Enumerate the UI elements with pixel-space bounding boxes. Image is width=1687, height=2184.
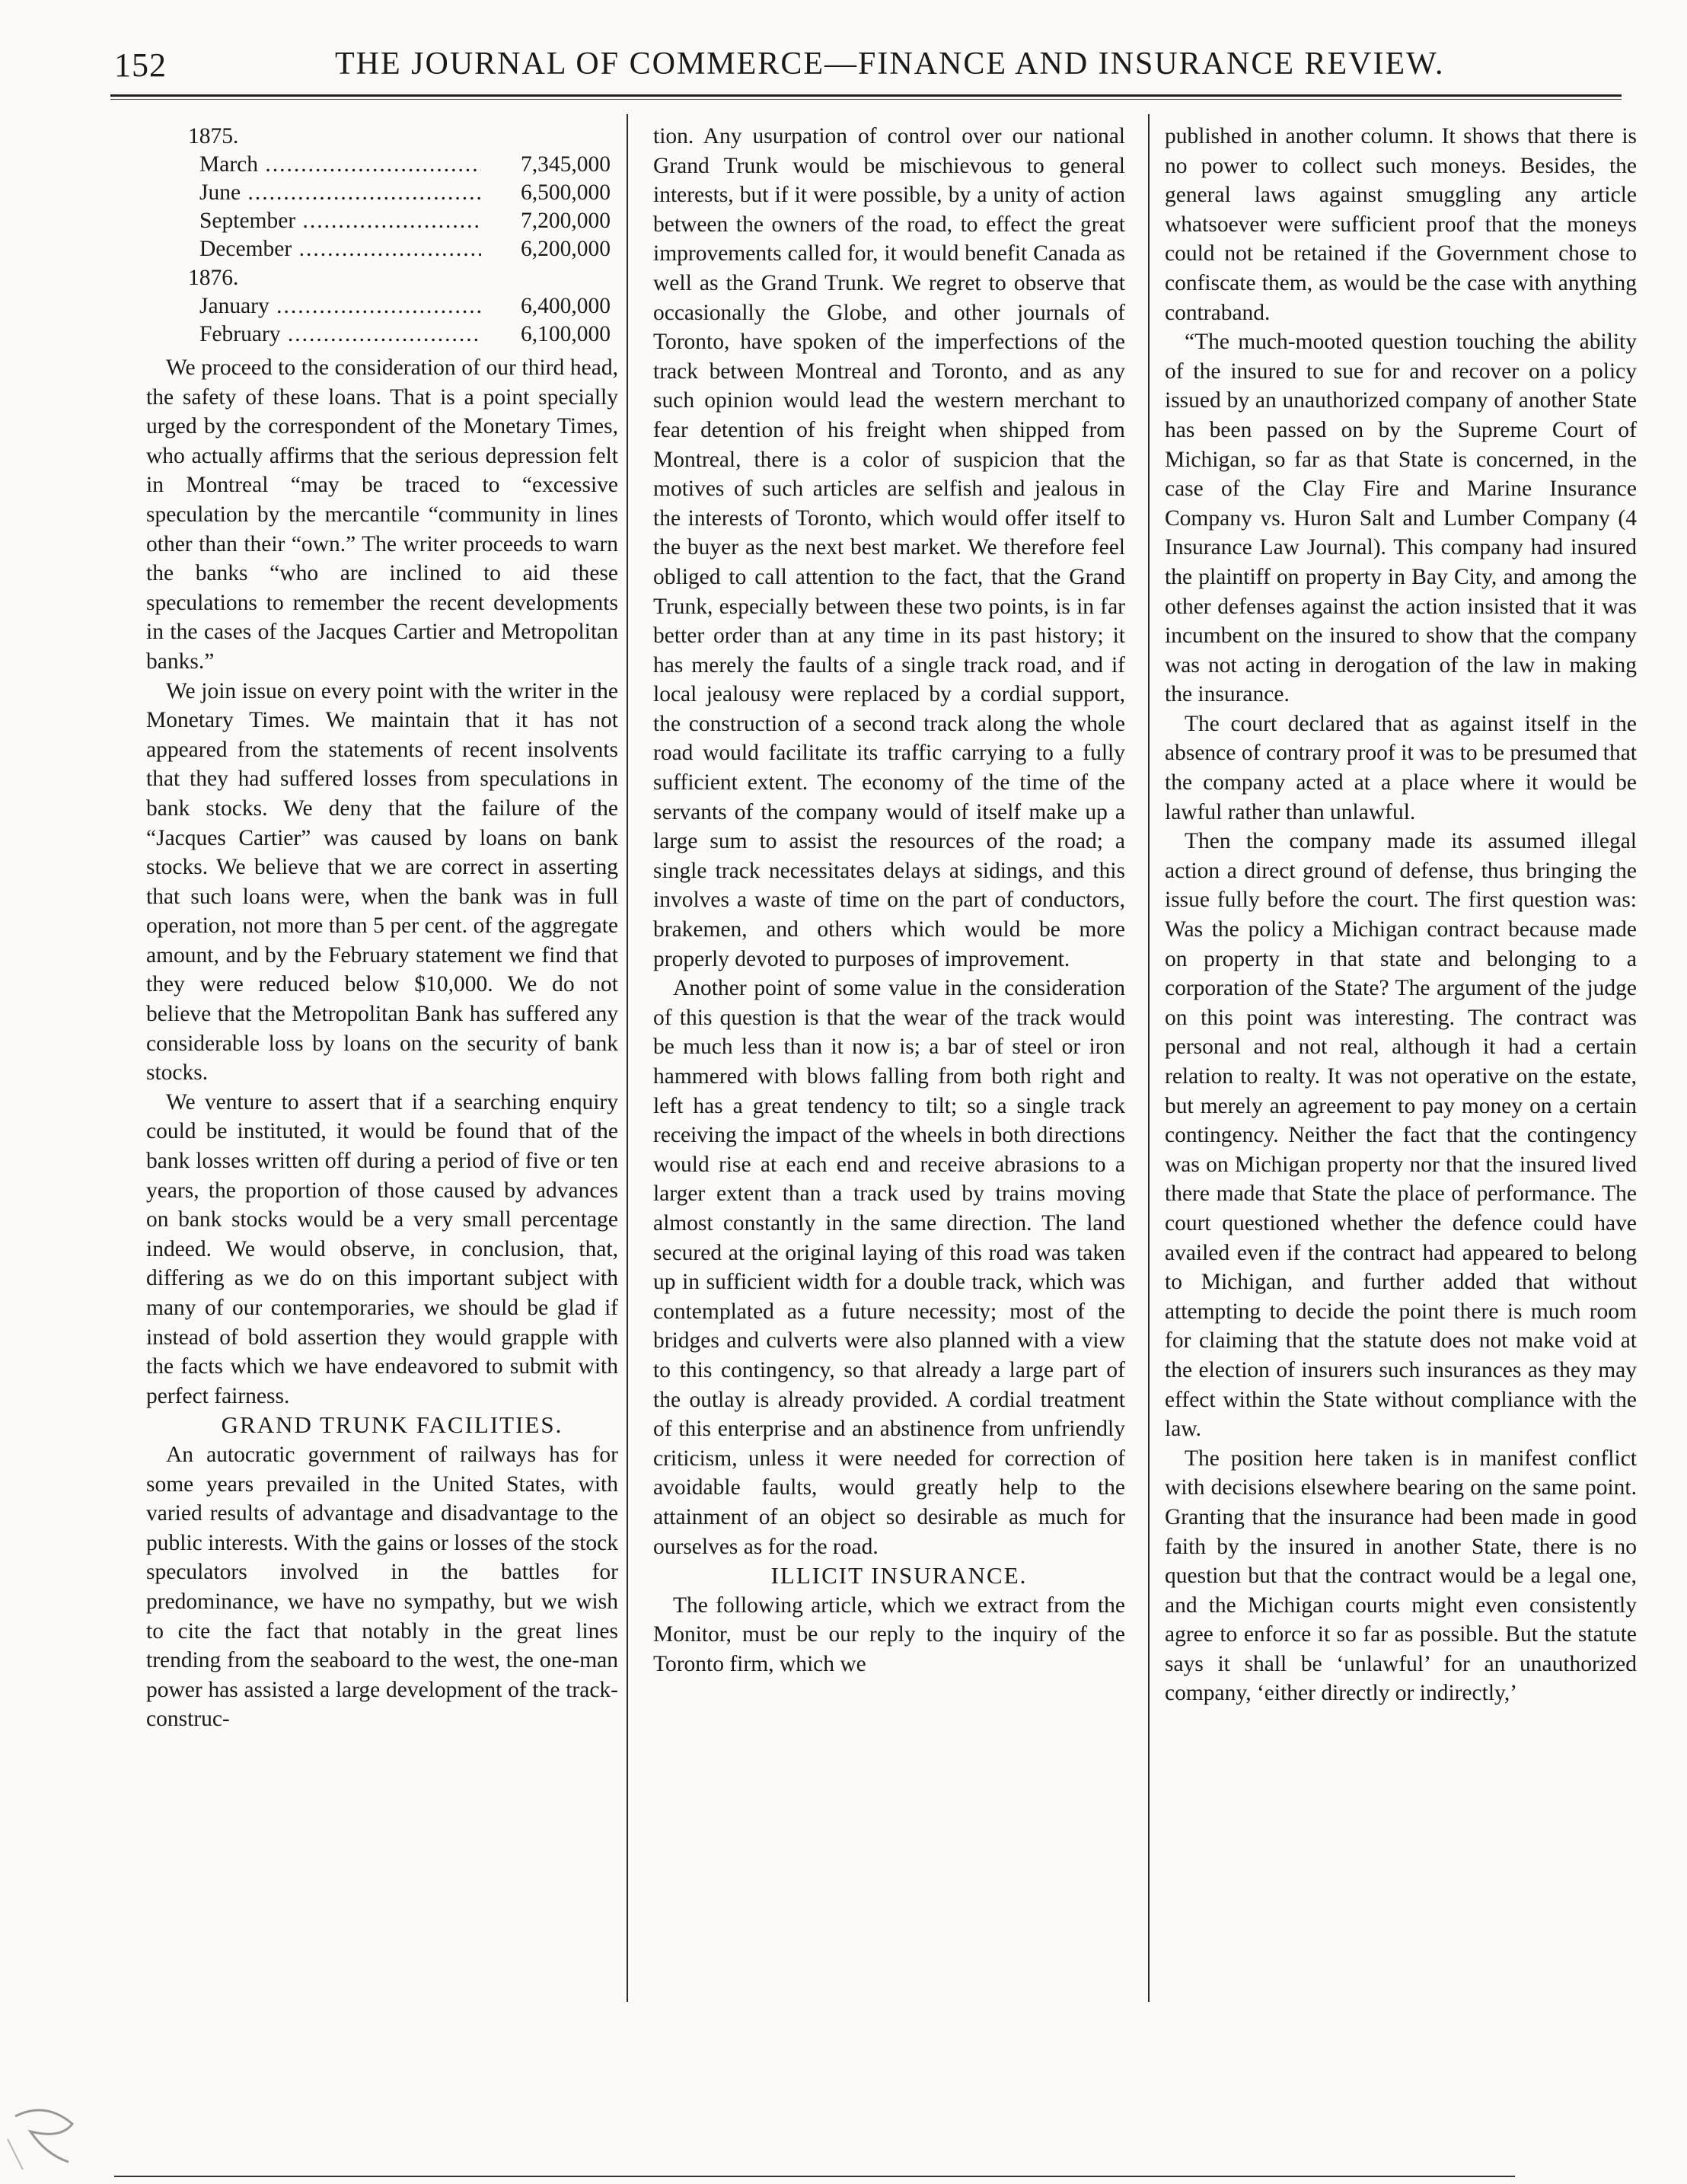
- table-value: 7,345,000: [521, 152, 611, 177]
- table-month: June .....: [199, 179, 481, 207]
- table-value: 6,200,000: [521, 237, 611, 261]
- table-value: 7,200,000: [521, 209, 611, 233]
- paragraph: Then the company made its assumed illegal action a direct ground of defense, thus bringing the issue fully before the court. The first question was: Was the policy a Michigan contract because made on property in that state and belonging to a corporation of the State? The argument of the judge on this point was interesting. The contract was personal and not real, although it had a certain relation to realty. It was not operative on the estate, but merely an agreement to pay money on a certain contingency. Neither the fact that the contingency was on Michigan property nor that the insured lived there made that State the place of performance. The court questioned whether the defence could have availed even if the contract had appeared to belong to Michigan, and further added that without attempting to decide the point there is much room for claiming that the statute does not make void at the election of insurers such insurances as they may effect within the State without compliance with the law.: [1165, 829, 1637, 1442]
- table-value: 6,500,000: [521, 180, 611, 205]
- table-row: [146, 151, 611, 179]
- page-header: [0, 23, 1687, 91]
- table-month: September .....: [199, 207, 481, 235]
- table-year: 1875.: [188, 124, 239, 148]
- table-month: January .....: [199, 292, 481, 320]
- paragraph: We join issue on every point with the writer in the Monetary Times. We maintain that it has not appeared from the statements of recent insolvents that they had suffered losses from speculations in bank stocks. We deny that the failure of the “Jacques Cartier” was caused by loans on bank stocks. We believe that we are correct in asserting that such loans were, when the bank was in full operation, not more than 5 per cent. of the aggregate amount, and by the February statement we find that they were reduced below $10,000. We do not believe that the Metropolitan Bank has suffered any considerable loss by loans on the security of bank stocks.: [146, 678, 618, 1086]
- table-value: 6,100,000: [521, 322, 611, 346]
- footer-rule: [114, 2176, 1515, 2177]
- circulation-table: [146, 122, 618, 349]
- paragraph: The court declared that as against itself in the absence of contrary proof it was to be presumed that the company acted at a place where it would be lawful rather than unlawful.: [1165, 711, 1637, 824]
- page-number: 152: [114, 46, 167, 84]
- paragraph: “The much-mooted question touching the ability of the insured to sue for and recover on a policy issued by an unauthorized company of another State has been passed on by the Supreme Court of Michigan, so far as that State is concerned, in the case of the Clay Fire and Marine Insurance Company vs. Huron Salt and Lumber Company (4 Insurance Law Journal). This company had insured the plaintiff on property in Bay City, and among the other defenses against the action insisted that it was incumbent on the insured to show that the company was not acting in derogation of the law in making the insurance.: [1165, 330, 1637, 707]
- paragraph: tion. Any usurpation of control over our national Grand Trunk would be mischievous to general interests, but if it were possible, by a unity of action between the owners of the road, to effect the great improvements called for, it would benefit Canada as well as the Grand Trunk. We regret to observe that occasionally the Globe, and other journals of Toronto, have spoken of the imperfections of the track between Montreal and Toronto, and as any such opinion would lead the western merchant to fear detention of his freight when shipped from Montreal, there is a color of suspicion that the motives of such articles are selfish and jealous in the interests of Toronto, which would offer itself to the buyer as the next best market. We therefore feel obliged to call attention to the fact, that the Grand Trunk, especially between these two points, is in far better order than at any time in its past history; it has merely the faults of a single track road, and if local jealousy were replaced by a cordial support, the construction of a second track along the whole road would facilitate its traffic carrying to a fully sufficient extent. The economy of the time of the servants of the company would of itself make up a large sum to assist the resources of the road; a single track necessitates delays at sidings, and this involves a waste of time on the part of conductors, brakemen, and others which would be more properly devoted to purposes of improvement.: [653, 124, 1125, 971]
- column-divider-2: [1148, 114, 1150, 2002]
- paragraph: The following article, which we extract from the Monitor, must be our reply to the inquiry of the Toronto firm, which we: [653, 1593, 1125, 1676]
- column-divider-1: [627, 114, 628, 2002]
- table-row: [146, 207, 611, 235]
- table-row: [146, 235, 611, 263]
- table-row: [146, 179, 611, 207]
- page-margin-smudge: [0, 2025, 84, 2177]
- section-heading: GRAND TRUNK FACILITIES.: [221, 1411, 563, 1439]
- header-rule: [110, 94, 1622, 97]
- table-month: February .....: [199, 320, 481, 349]
- section-heading: ILLICIT INSURANCE.: [770, 1562, 1028, 1589]
- header-rule-thin: [110, 99, 1622, 100]
- table-row: [146, 320, 611, 349]
- column-2: [653, 122, 1125, 1679]
- table-month: March .....: [199, 151, 481, 179]
- paragraph: Another point of some value in the consideration of this question is that the wear of the track would be much less than it now is; a bar of steel or iron hammered with blows falling from both right and left has a great tendency to tilt; so a single track receiving the impact of the wheels in both directions would rise at each end and receive abrasions to a larger extent than a track used by trains moving almost constantly in the same direction. The land secured at the original laying of this road was taken up in sufficient width for a double track, which was contemplated as a future necessity; most of the bridges and culverts were also planned with a view to this contingency, so that already a large part of the outlay is already provided. A cordial treatment of this enterprise and an abstinence from unfriendly criticism, unless it were needed for correction of avoidable faults, would greatly help to the attainment of an object so desirable as much for ourselves as for the road.: [653, 976, 1125, 1559]
- running-title: THE JOURNAL OF COMMERCE—FINANCE AND INSURANCE REVIEW.: [335, 46, 1445, 81]
- table-value: 6,400,000: [521, 294, 611, 318]
- paragraph: We venture to assert that if a searching enquiry could be instituted, it would be found that of the bank losses written off during a period of five or ten years, the proportion of those caused by advances on bank stocks would be a very small percentage indeed. We would observe, in conclusion, that, differing as we do on this important subject with many of our contemporaries, we should be glad if instead of bold assertion they would grapple with the facts which we have endeavored to submit with perfect fairness.: [146, 1089, 618, 1408]
- table-year: 1876.: [188, 266, 239, 290]
- column-1: [146, 122, 618, 1734]
- table-row: [146, 292, 611, 320]
- paragraph: We proceed to the consideration of our third head, the safety of these loans. That is a point specially urged by the correspondent of the Monetary Times, who actually affirms that the serious depression felt in Montreal “may be traced to “excessive speculation by the mercantile “community in lines other than their “own.” The writer proceeds to warn the banks “who are inclined to aid these speculations to remember the recent developments in the cases of the Jacques Cartier and Metropolitan banks.”: [146, 355, 618, 674]
- paragraph: An autocratic government of railways has for some years prevailed in the United States, with varied results of advantage and disadvantage to the public interests. With the gains or losses of the stock speculators involved in the battles for predominance, we have no sympathy, but we wish to cite the fact that notably in the great lines trending from the seaboard to the west, the one-man power has assisted a large development of the track-construc-: [146, 1442, 618, 1732]
- paragraph: The position here taken is in manifest conflict with decisions elsewhere bearing on the same point. Granting that the insurance had been made in good faith by the insured in another State, there is no question but that the contract would be a legal one, and the Michigan courts might even consistently agree to enforce it so far as possible. But the statute says it shall be ‘unlawful’ for an unauthorized company, ‘either directly or indirectly,’: [1165, 1446, 1637, 1706]
- table-month: December .....: [199, 235, 481, 263]
- column-3: [1165, 122, 1637, 1708]
- paragraph: published in another column. It shows that there is no power to collect such moneys. Besides, the general laws against smuggling any article whatsoever were sufficient proof that the moneys could not be retained if the Government chose to confiscate them, as would be the case with anything contraband.: [1165, 124, 1637, 325]
